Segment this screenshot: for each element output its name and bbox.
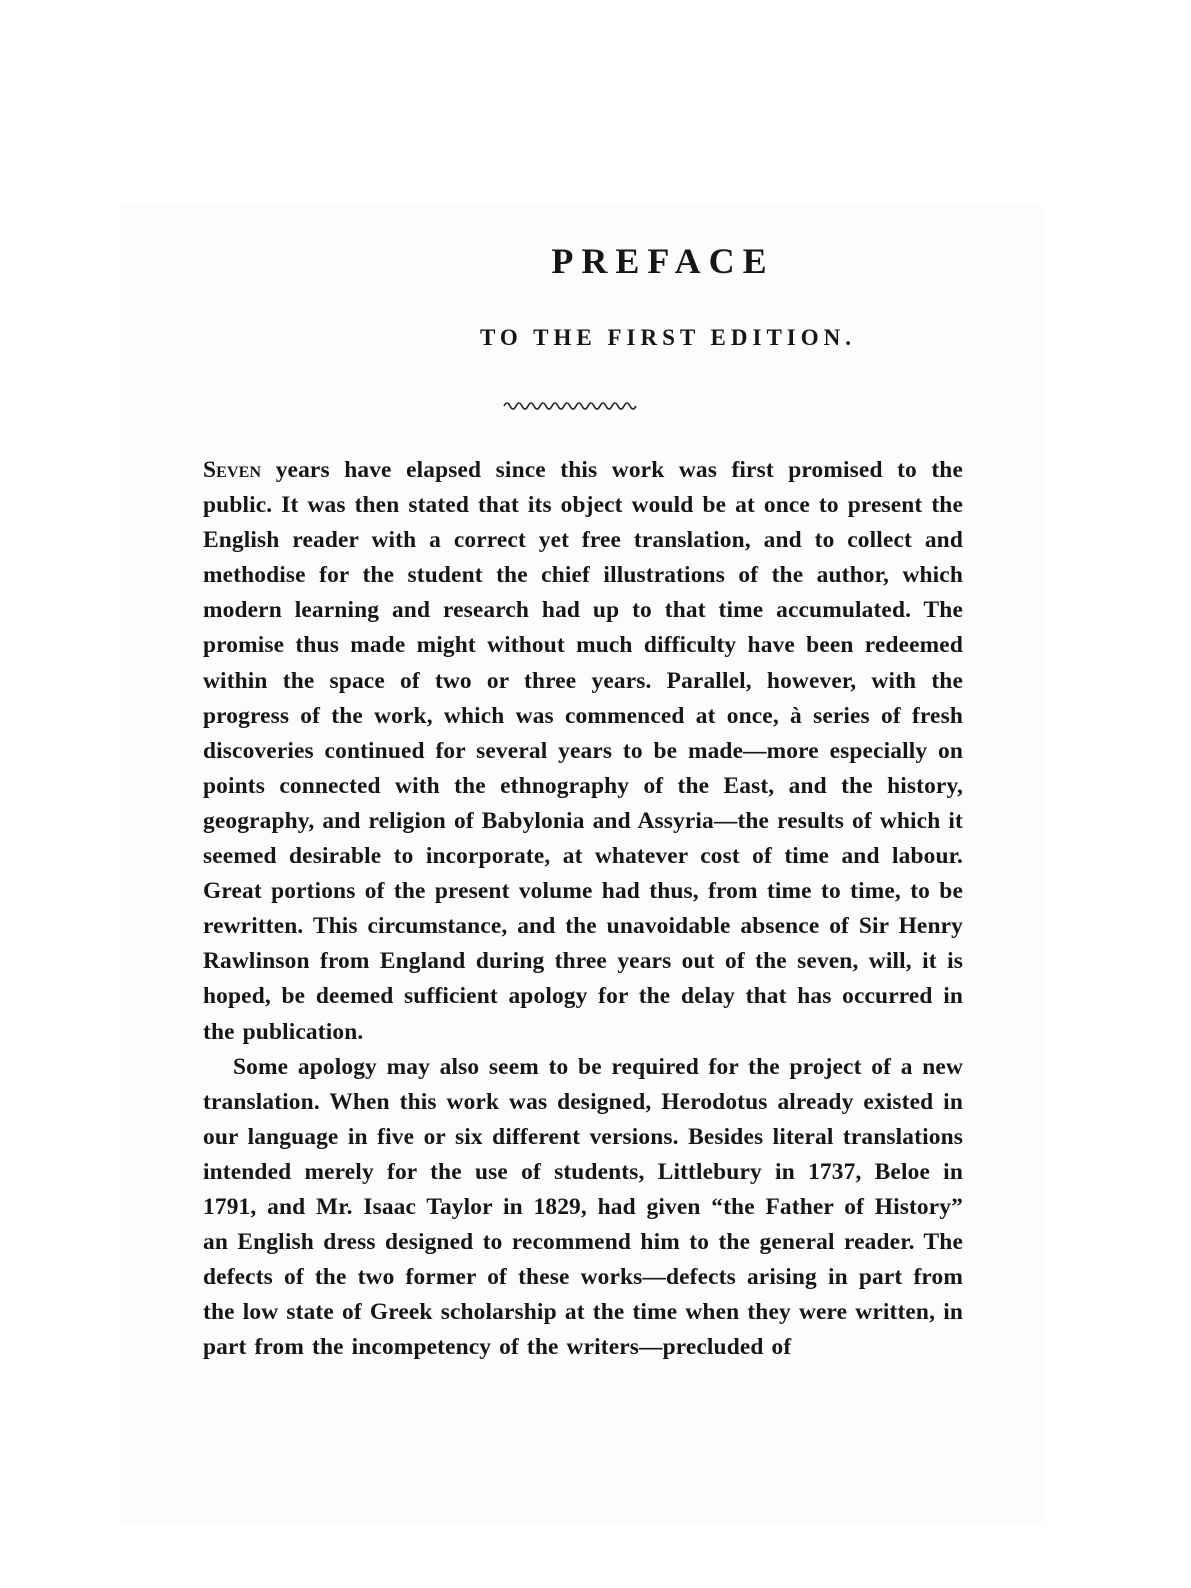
paragraph-1-text: years have elapsed since this work was first promised to the public. It was then stated that its object would be at once to present the English reader with a correct yet free translation, and to collect and methodise for the student the chief illustrations of the author, which modern learning and research had up to that time accumulated. The promise thus made might without much difficulty have been redeemed within the space of two or three years. Parallel, however, with the progress of the work, which was commenced at once, à series of fresh discoveries continued for several years to be made—more especially on points connected with the ethnography of the East, and the history, geography, and religion of Babylonia and Assyria—the results of which it seemed desirable to incorporate, at whatever cost of time and labour. Great portions of the present volume had thus, from time to time, to be rewritten. This circumstance, and the unavoidable absence of Sir Henry Rawlinson from England during three years out of the seven, will, it is hoped, be deemed sufficient apology for the delay that has occurred in the publication. bbox=[203, 457, 963, 1045]
page-subtitle: TO THE FIRST EDITION. bbox=[480, 325, 856, 350]
preface-body bbox=[203, 453, 963, 1365]
paragraph-1 bbox=[203, 453, 963, 1050]
wavy-ornament-divider bbox=[502, 396, 640, 412]
paragraph-1-lead-word: Seven bbox=[203, 457, 262, 483]
paragraph-2: Some apology may also seem to be required for the project of a new translation. When this work was designed, Herodotus already existed in our language in five or six different versions. Besides literal translations intended merely for the use of students, Littlebury in 1737, Beloe in 1791, and Mr. Isaac Taylor in 1829, had given “the Father of History” an English dress designed to recommend him to the general reader. The defects of the two former of these works—defects arising in part from the low state of Greek scholarship at the time when they were written, in part from the incompetency of the writers—precluded of bbox=[203, 1053, 963, 1361]
page-title: PREFACE bbox=[551, 241, 775, 281]
